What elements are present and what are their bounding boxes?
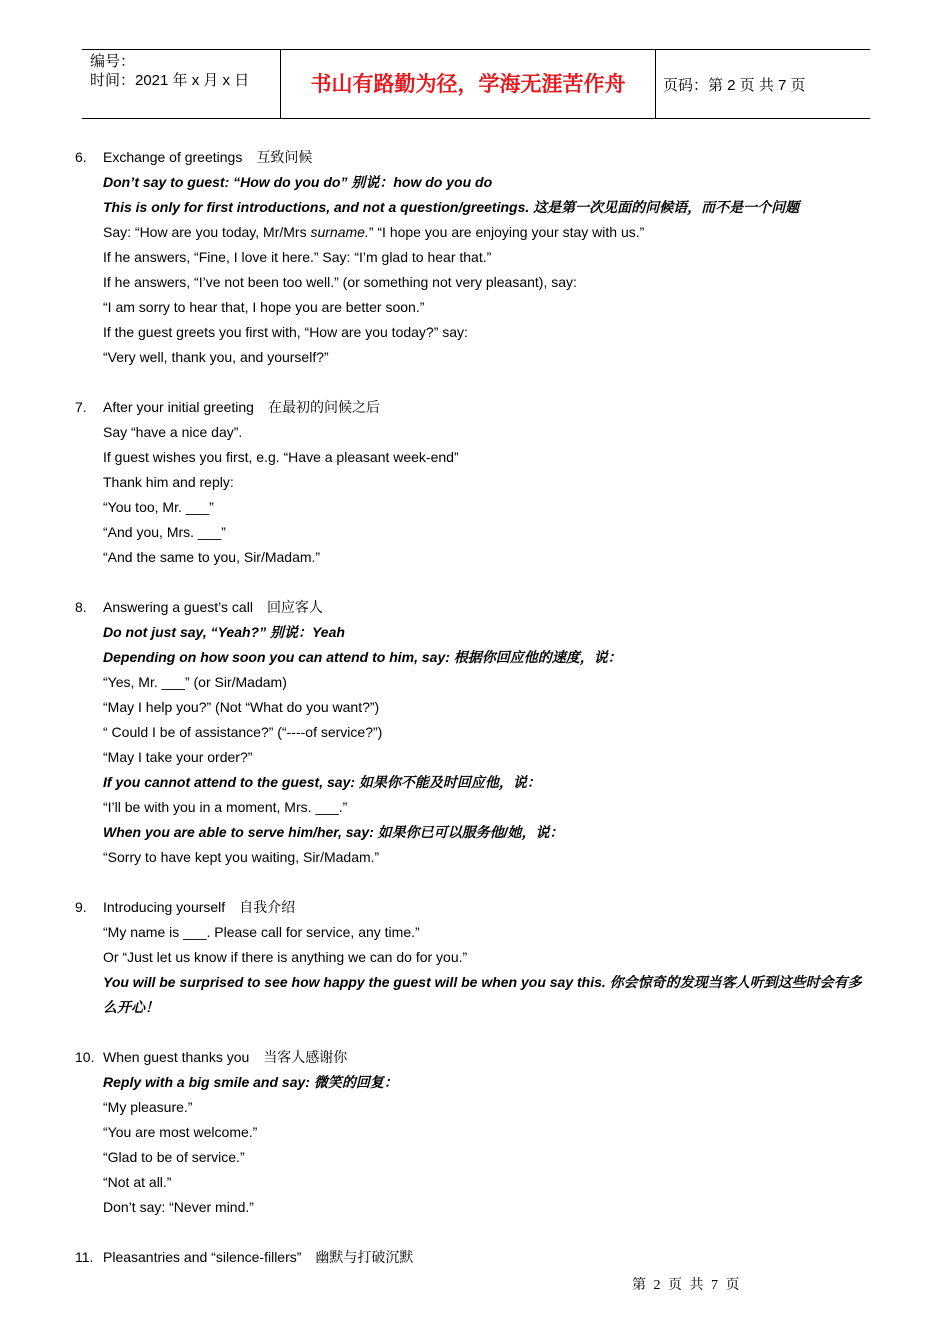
instruction-line: Reply with a big smile and say: 微笑的回复： [103,1074,398,1090]
section-heading [0,1245,950,1270]
section-7 [0,395,950,570]
header-meta-cell [82,50,280,118]
instruction-line: When you are able to serve him/her, say: 如果你已可以服务他/她，说： [103,824,564,840]
phrase-line: “Very well, thank you, and yourself?” [103,349,329,365]
phrase-line: “My name is ___. Please call for service, any time.” [103,924,420,940]
phrase-line: Or “Just let us know if there is anything we can do for you.” [103,949,468,965]
section-title-wrap [103,145,312,170]
section-heading [0,595,950,620]
phrase-line: If he answers, “Fine, I love it here.” Say: “I’m glad to hear that.” [103,249,492,265]
phrase-line: “Yes, Mr. ___” (or Sir/Madam) [103,674,287,690]
instruction-line: Do not just say, “Yeah?” 别说：Yeah [103,624,345,640]
phrase-line: “Sorry to have kept you waiting, Sir/Madam.” [103,849,380,865]
phrase-text: Say: “How are you today, Mr/Mrs [103,224,311,240]
document-body [0,145,950,1295]
section-heading [0,145,950,170]
phrase-line [0,220,950,245]
section-number: 8. [75,599,87,615]
section-title: Exchange of greetings [103,149,243,165]
section-title-cn: 幽默与打破沉默 [315,1249,414,1265]
instruction-line: Depending on how soon you can attend to him, say: 根据你回应他的速度，说： [103,649,622,665]
section-10 [0,1045,950,1220]
phrase-line: “I am sorry to hear that, I hope you are better soon.” [103,299,425,315]
section-title-wrap [103,1245,413,1270]
section-title-wrap [103,1045,347,1070]
document-number-label: 编号： [90,53,136,70]
section-11 [0,1245,950,1270]
phrase-line: “And the same to you, Sir/Madam.” [103,549,321,565]
section-title-cn: 在最初的问候之后 [267,399,380,415]
section-heading [0,395,950,420]
document-time-label: 时间：2021 年 x 月 x 日 [90,72,250,89]
section-9 [0,895,950,1020]
section-6 [0,145,950,370]
section-heading [0,895,950,920]
section-title: After your initial greeting [103,399,254,415]
phrase-line: “May I help you?” (Not “What do you want?”) [103,699,380,715]
phrase-line: “Not at all.” [103,1174,172,1190]
phrase-line: Thank him and reply: [103,474,234,490]
page-footer: 第 2 页 共 7 页 [632,1278,742,1293]
section-title: When guest thanks you [103,1049,250,1065]
section-number: 9. [75,899,87,915]
phrase-line: Say “have a nice day”. [103,424,243,440]
section-title-wrap [103,595,323,620]
phrase-line: If he answers, “I’ve not been too well.” (or something not very pleasant), say: [103,274,577,290]
header-page-info: 页码：第 2 页 共 7 页 [663,77,806,94]
section-title-cn: 回应客人 [266,599,323,615]
header-page-cell [655,50,870,118]
section-title: Pleasantries and “silence-fillers” [103,1249,302,1265]
phrase-line: “Glad to be of service.” [103,1149,245,1165]
instruction-line: This is only for first introductions, and not a question/greetings. 这是第一次见面的问候语，而不是一个问题 [103,199,800,215]
phrase-line: “May I take your order?” [103,749,253,765]
phrase-emphasis: surname. [310,224,369,240]
instruction-line: If you cannot attend to the guest, say: 如果你不能及时回应他，说： [103,774,541,790]
section-number: 11. [75,1249,94,1265]
instruction-line: Don’t say to guest: “How do you do” 别说：how do you do [103,174,493,190]
header-motto: 书山有路勤为径，学海无涯苦作舟 [310,73,626,96]
section-heading [0,1045,950,1070]
phrase-line: “And you, Mrs. ___” [103,524,226,540]
header-motto-cell [280,50,656,118]
section-title: Introducing yourself [103,899,226,915]
phrase-line: “I’ll be with you in a moment, Mrs. ___.” [103,799,348,815]
section-number: 6. [75,149,87,165]
section-title-cn: 互致问候 [256,149,313,165]
phrase-line: “You too, Mr. ___” [103,499,214,515]
section-title: Answering a guest’s call [103,599,253,615]
phrase-line: If guest wishes you first, e.g. “Have a pleasant week-end” [103,449,459,465]
phrase-text: ” “I hope you are enjoying your stay with us.” [368,224,645,240]
section-8 [0,595,950,870]
document-header [82,49,870,119]
section-number: 10. [75,1049,95,1065]
section-number: 7. [75,399,87,415]
phrase-line: “My pleasure.” [103,1099,193,1115]
section-title-wrap [103,395,380,420]
phrase-line: Don’t say: “Never mind.” [103,1199,254,1215]
phrase-line: “You are most welcome.” [103,1124,258,1140]
phrase-line: If the guest greets you first with, “How are you today?” say: [103,324,468,340]
instruction-line: You will be surprised to see how happy the guest will be when you say this. 你会惊奇的发现当客人听到这些时会有多么开心！ [103,974,862,1015]
section-title-cn: 当客人感谢你 [263,1049,348,1065]
section-title-wrap [103,895,295,920]
section-title-cn: 自我介绍 [239,899,296,915]
phrase-line: “ Could I be of assistance?” (“----of service?”) [103,724,383,740]
